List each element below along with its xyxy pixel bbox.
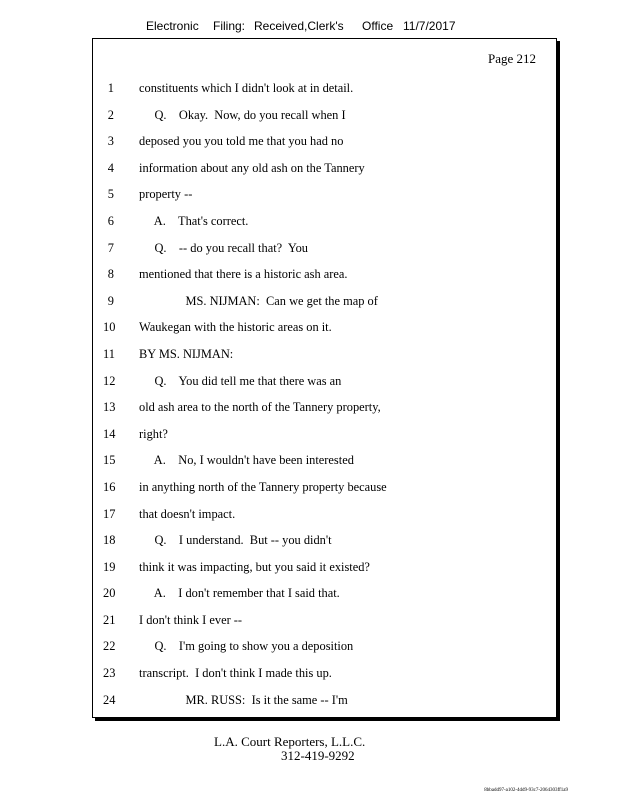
line-text: information about any old ash on the Tannery	[139, 160, 365, 175]
line-text: constituents which I didn't look at in detail.	[139, 81, 354, 95]
line-number: 21	[103, 612, 116, 627]
transcript-line	[93, 427, 556, 454]
transcript-line	[93, 560, 556, 587]
line-number: 22	[103, 639, 116, 654]
line-number: 9	[107, 293, 114, 308]
transcript-line	[93, 693, 556, 720]
line-text: Q. I'm going to show you a deposition	[139, 639, 354, 654]
line-number: 8	[107, 267, 114, 282]
line-text: MS. NIJMAN: Can we get the map of	[139, 293, 378, 308]
filing-header-electronic: Electronic	[146, 19, 199, 33]
transcript-line	[93, 480, 556, 507]
transcript-line	[93, 347, 556, 374]
line-text: mentioned that there is a historic ash area.	[139, 267, 348, 282]
line-text: property --	[139, 187, 193, 202]
line-text: in anything north of the Tannery property because	[139, 479, 387, 494]
line-number: 19	[103, 559, 116, 574]
line-text: Q. I understand. But -- you didn't	[139, 533, 332, 548]
transcript-line	[93, 108, 556, 135]
transcript-line	[93, 134, 556, 161]
line-text: I don't think I ever --	[139, 612, 243, 627]
transcript-line	[93, 320, 556, 347]
line-number: 12	[103, 373, 116, 388]
transcript-line	[93, 639, 556, 666]
line-text: Waukegan with the historic areas on it.	[139, 320, 332, 335]
line-number: 23	[103, 666, 116, 681]
footer-phone: 312-419-9292	[281, 748, 355, 763]
footer-company: L.A. Court Reporters, L.L.C.	[214, 734, 366, 749]
line-number: 17	[103, 506, 116, 521]
transcript-line	[93, 453, 556, 480]
transcript-line	[93, 161, 556, 188]
line-number: 7	[107, 240, 114, 255]
transcript-line	[93, 400, 556, 427]
transcript-line	[93, 586, 556, 613]
transcript-line	[93, 666, 556, 693]
transcript-line	[93, 187, 556, 214]
transcript-line	[93, 507, 556, 534]
page-number: Page 212	[487, 51, 536, 66]
line-text: A. That's correct.	[139, 213, 249, 228]
line-number: 11	[103, 346, 115, 361]
transcript-line	[93, 214, 556, 241]
line-text: Q. -- do you recall that? You	[139, 240, 308, 255]
line-number: 24	[103, 692, 116, 707]
transcript-page	[92, 38, 557, 718]
transcript-line	[93, 241, 556, 268]
line-number: 3	[107, 134, 114, 149]
transcript-line	[93, 613, 556, 640]
filing-header-filing: Filing:	[213, 19, 246, 33]
filing-header-office: Office	[362, 19, 394, 33]
line-text: A. I don't remember that I said that.	[139, 586, 340, 601]
line-text: think it was impacting, but you said it existed?	[139, 559, 370, 574]
document-id: 8bbadd97-a102-4dd9-93c7-2064303ff1a9	[484, 788, 568, 793]
line-number: 13	[103, 400, 116, 415]
line-number: 2	[107, 107, 114, 122]
filing-header-date: 11/7/2017	[403, 19, 456, 33]
line-text: A. No, I wouldn't have been interested	[139, 453, 354, 468]
line-text: that doesn't impact.	[139, 506, 236, 521]
line-number: 6	[107, 213, 114, 228]
line-number: 10	[103, 320, 116, 335]
line-text: old ash area to the north of the Tannery property,	[139, 400, 381, 415]
transcript-lines	[93, 81, 556, 719]
transcript-line	[93, 374, 556, 401]
line-number: 20	[103, 586, 116, 601]
transcript-line	[93, 81, 556, 108]
line-number: 4	[107, 160, 114, 175]
line-text: Q. Okay. Now, do you recall when I	[139, 107, 346, 122]
transcript-line	[93, 533, 556, 560]
line-text: right?	[139, 426, 168, 441]
line-text: BY MS. NIJMAN:	[139, 346, 234, 361]
transcript-line	[93, 267, 556, 294]
line-number: 14	[103, 426, 116, 441]
line-text: MR. RUSS: Is it the same -- I'm	[139, 692, 348, 707]
line-number: 16	[103, 479, 116, 494]
transcript-line	[93, 294, 556, 321]
line-number: 1	[107, 81, 114, 95]
line-text: transcript. I don't think I made this up.	[139, 666, 332, 681]
line-text: Q. You did tell me that there was an	[139, 373, 342, 388]
line-number: 15	[103, 453, 116, 468]
filing-header-received: Received,Clerk's	[254, 19, 344, 33]
line-text: deposed you you told me that you had no	[139, 134, 344, 149]
line-number: 18	[103, 533, 116, 548]
line-number: 5	[107, 187, 114, 202]
filing-header	[0, 19, 618, 35]
